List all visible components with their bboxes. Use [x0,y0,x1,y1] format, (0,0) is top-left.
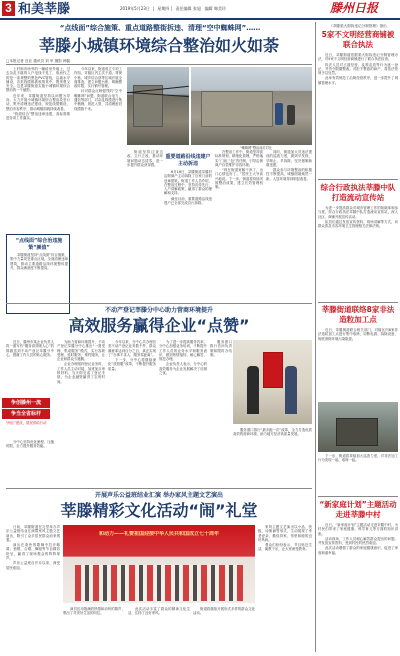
newspaper-logo: 滕州日报 [330,1,379,15]
photo-street-wall [201,91,273,127]
bottom-body-col2: 演员们用饱满的热情和动听的歌声，唱出了对美好生活的向往。 [63,607,125,616]
middle-body-col6: 服务窗口推行“最多跑一次”改革，全力打造优质高效的营商环境，助力地方经济高质量发展。 [233,428,312,437]
middle-body-col4: 为了进一步提高服务效率，分中心加强业务培训，不断提升工作人员的业务水平和服务意识，做到热情接待、耐心解答、规范办理。 企业负责人表示，分中心的高效服务为企业发展解决了后顾之忧。 [159,340,207,376]
right-rule-1 [318,179,398,180]
masthead-rule [0,18,400,20]
photo-workers [275,103,283,125]
stage-performer-group [75,565,243,601]
middle-kicker: 不动产登记莘滕分中心助力营商环境提升 [104,307,213,314]
designer-credit: 编辑 韩美玲 [204,6,226,11]
right-rule-2 [318,302,398,303]
sidebar-body: 莘滕街道坚持“点线面”综合施策，集中力量攻坚重点区域，全面清理违章建筑，推动主要道路沿线环境整体提升，群众满意度不断提高。 [10,253,68,270]
lead-photo-after [191,67,312,145]
lead-body-col1: 上村和市场旁的一幢砖房外墙上，过去杂乱不堪的入户电线不见了，取而代之的是一条规整的黑色PVC管线，沿墙水平铺设，各类线缆都被收纳其中，既美观又安全。这是莘滕街道实施小城镇环境综合整治的一个缩影。 近年来，莘滕街道坚持以问题为导向，大力开展小城镇环境综合整治攻坚行动，集中清理违法建设、规范线缆敷设、整治市容秩序，推动城镇面貌持续改善。 “线面结合”整治违章违建，高标准推进各项工作落实。 [6,67,70,121]
editor-credit: 责任编辑 张旭 [175,6,201,11]
lead-body-col2: 今年以来，街道成立专项工作组，对辖区内主次干道、背街小巷、城乡结合部等区域开展全面排查，建立问题台账，明确整改时限，实行销号管理。 针对群众反映强烈的“空中蜘蛛网”问题，街道联合电力、通信等部门，对杂乱线缆进行集中梳理、规范入管，共清理废旧线缆数千米。 [74,67,122,111]
bottom-photo-stage [63,525,255,603]
lead-byline: □本报记者 宫业 通讯员 刘 甲 摄影 韩磊 [6,59,71,63]
right-story1-body: 近日，莘滕街道依据梁大街拆违记分制管理办法，对5家不文明经营商铺进行了联合执法检查。 执法人员对占道经营、乱堆乱放等行为逐一登记，并责令限期整改。对拒不整改的商户，将依法依规予以处罚。 此举有效规范了沿街经营秩序，进一步提升了城镇管理水平。 [318,53,398,85]
lead-body-col6: 同时，街道加大对违法建设的巡查力度，做到早发现、早制止、早拆除，坚决遏制新增违建。 群众参与环境整治的积极性不断提高，城镇面貌焕然一新，人居环境得到明显改善。 [266,150,312,181]
masthead [0,0,400,20]
middle-body-col5: 服务窗口推行首问负责制和限时办结制。 [210,340,232,357]
right-story2-headline: 综合行政执法莘滕中队打造流动宣传站 [320,183,396,202]
badge-line-1: 争创滕州一流 [2,398,50,408]
middle-body-col2: 为助力营商环境提升，不动产登记莘滕分中心推出“一窗受理、集成服务”模式，实行容缺受理、延时服务、预约服务，让企业和群众少跑腿。 企业办理抵押登记业务时，工作人员主动对接，加班加点审核材料，当天即完成了登记手续，为企业融资赢得了宝贵时间。 [57,340,105,384]
middle-body-col1b: 分中心坚持优化流程、压缩时限，全力提升服务效能。 [6,440,54,449]
sidebar-inset [6,234,70,314]
bottom-kicker: 开展声乐公益班结业汇演 举办家风主题文艺演出 [94,492,224,499]
bottom-body-col4: 街道将继续开展形式多样的群众文化活动。 [193,607,255,616]
lead-body-col5: 在整治工作中，街道坚持高标准规划、精细化管理，严格落实“门前三包”责任制，引导沿街商户自觉维护市容环境。 “现在街道宽敞干净了，出门心情也好了。”居民王大爷高兴地说。下一步，街道将持续巩固整治成果，建立长效管理机制。 [215,150,263,190]
bottom-body-col1: 日前，莘滕街道在礼堂举办声乐公益班结业汇演暨家风主题文艺演出，吸引了众多居民群众前来观看。 演出在欢快的歌舞中拉开帷幕，独唱、合唱、舞蹈等节目精彩纷呈，赢得了现场观众的阵阵掌声。 声乐公益班自开办以来，深受居民欢迎。 [6,525,60,570]
lead-body-col4: 6月18日，莘滕街道莘滕村沿街商户主动拆除了自家门前的违章建筑。街道工作人员介绍，在整治过程中，坚持宣传先行，入户讲解政策，赢得了群众的理解和支持。 截至目前，重要道路沿线违建户已全部完成自行拆除。 [164,170,212,206]
right-rule-3 [318,496,398,497]
right-story1-kicker: 《莘滕梁大街拆违记分制管理》指出 [329,24,387,28]
bottom-headline: 莘滕精彩文化活动“闹”礼堂 [60,501,258,520]
lead-body-col3: 街道坚持边查边改、立行立改，推动环境问题动态清零，进一步提升群众获得感。 [127,150,163,167]
right-story1-headline: 5家不文明经营商铺被联合执法 [321,30,395,49]
middle-body-col1: 近日，滕州市某企业负责人将一面写有“服务高效暖人心”的锦旗送到不动产登记莘滕分中心，感谢工作人员的贴心服务。 [6,340,54,357]
middle-body-col3: 今年以来，分中心共办理各类不动产登记业务数千件，群众满意率达到百分之百，真正实现了“办事不求人、服务零距离”。 下一步，分中心将继续深化“放管服”改革，不断提升服务质量。 [108,340,156,371]
stage-banner: 和动力——礼赞祖国迎接中华人民共和国成立七十周年 [98,531,219,537]
middle-photo-flag-presentation [233,340,312,424]
right-column-divider [315,22,316,652]
right-story4-body: 近日，“新家庭计划”主题活动走进莘滕中村，为村民们带来了家庭健康、科学育儿等方面的知识讲座。 活动现场，工作人员耐心解答群众提出的问题，并发放宣传资料，受到村民的热烈欢迎。 此次活动增强了群众的家庭健康意识，促进了家庭和谐幸福。 [318,523,398,555]
badge-slogan: “两区”建设，瑞民供给行动 [5,421,47,425]
right-story3-headline: 莘滕街道联络8家非法造粒加工点 [321,305,395,324]
badge-line-2: 争当全省标杆 [2,409,50,419]
right-story4-headline: “新家庭计划”主题活动走进莘滕中村 [319,500,397,519]
issue-date: 2019年5月23日 [120,6,150,11]
right-story3-body: 近日，莘滕街道联合相关部门，对辖区内8家非法造粒加工点进行集中取缔，切断电源、拆除设备，彻底消除环境污染隐患。 [318,328,398,341]
right-story3-body-2: 下一步，街道将持续加大巡查力度，对非法加工行为发现一起、取缔一起。 [318,454,398,463]
bottom-body-col5: 家风主题文艺演出以小品、快板、诗朗诵等形式，生动展现了孝老爱亲、勤俭持家、邻里和睦的良好风尚。 观众们纷纷表示，节目贴近生活，寓教于乐，让大家深受教育。 [258,525,312,552]
photo-banner-flag [263,352,283,388]
photo-person-left [247,366,259,414]
photo-machinery [336,418,378,446]
issue-weekday: 星期四 [157,6,170,11]
right-story2-body: 为进一步提高群众对城市管理工作的知晓率和参与度，综合行政执法莘滕中队打造流动宣传站，深入社区、商铺开展宣传活动。 队员们通过发放宣传资料、现场讲解等方式，向群众普及市容环境卫生管理相关法律法规。 [318,206,398,229]
lead-photo-before [127,67,189,145]
lead-kicker: “点线面”综合施策、重点道路整街拆违、清理“空中蜘蛛网”…… [59,24,261,32]
sidebar-headline: “点线面”综合治违施策“颜值” [15,238,63,251]
page-number-badge: 3 [2,1,15,16]
middle-headline: 高效服务赢得企业“点赞” [68,316,250,335]
campaign-badge [2,398,50,436]
middle-bottom-rule [6,488,312,489]
lead-bottom-rule [6,303,312,304]
lead-divider [6,64,312,65]
masthead-info: 2019年5月23日 │ 星期四 │ 责任编辑 张旭 编辑 韩美玲 [120,6,226,11]
photo-person-right [285,366,297,414]
photo-worker-2 [287,105,295,125]
bottom-body-col3: 此次活动丰富了群众的精神文化生活，弘扬了良好家风。 [128,607,190,616]
right-story3-photo [318,402,398,452]
lead-photo-caption: “蜘蛛网”整治前后对比 [240,146,272,150]
feature-headline: 重要道路沿线违建户主动拆违 [165,154,211,167]
section-title: 和美莘滕 [18,1,71,16]
lead-headline: 莘滕小城镇环境综合整治如火如荼 [38,36,279,55]
